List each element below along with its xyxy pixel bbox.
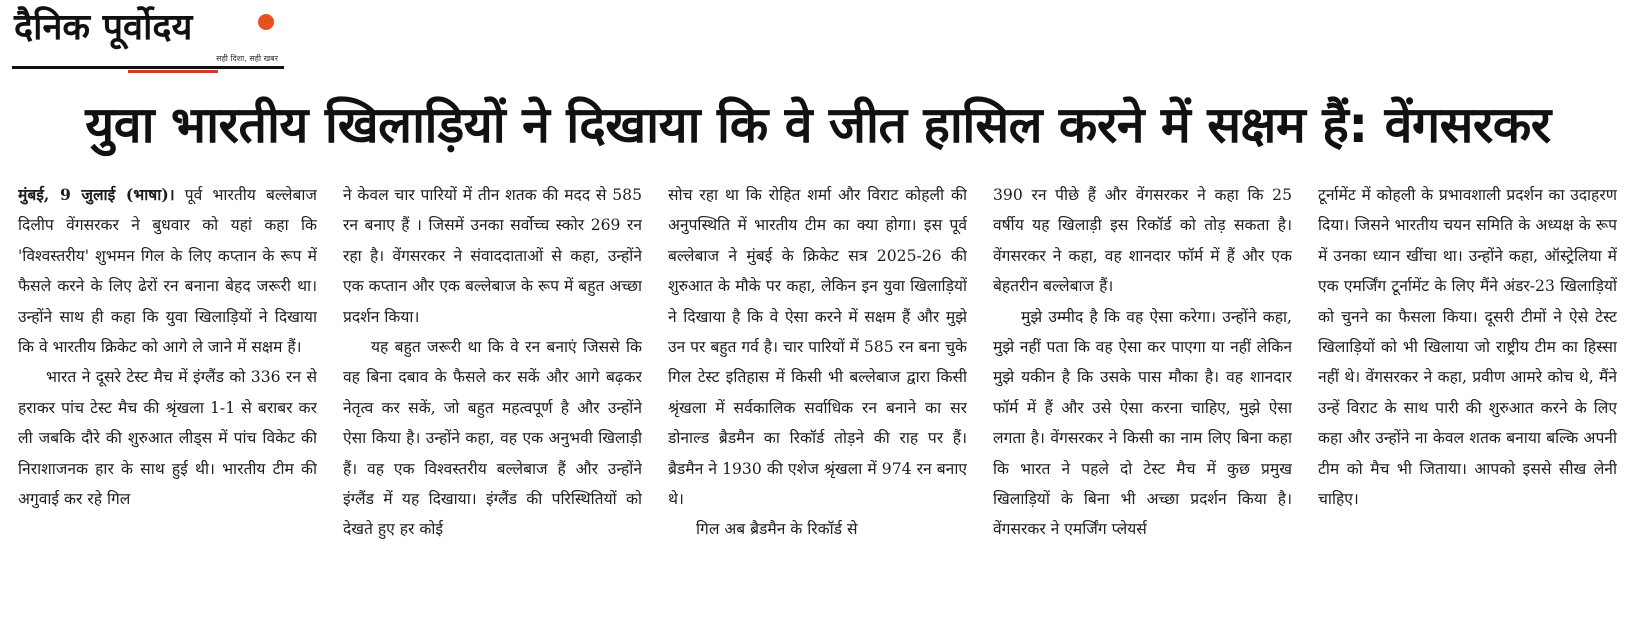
masthead — [12, 4, 284, 74]
article-column-1 — [18, 180, 317, 636]
masthead-tagline: सही दिशा, सही खबर — [216, 54, 278, 63]
article-paragraph: गिल अब ब्रैडमैन के रिकॉर्ड से — [696, 520, 858, 539]
dateline: मुंबई, 9 जुलाई (भाषा)। — [18, 185, 175, 204]
newspaper-logo: दैनिक पूर्वोदय — [14, 7, 193, 48]
article-paragraph — [18, 180, 317, 362]
masthead-rule — [12, 66, 284, 69]
article-body — [18, 180, 1617, 636]
masthead-accent-strip — [128, 70, 218, 73]
article-column-5 — [1318, 180, 1617, 636]
article-column-2 — [343, 180, 642, 636]
logo-sun-icon — [258, 14, 274, 30]
paragraph-text: पूर्व भारतीय बल्लेबाज दिलीप वेंगसरकर ने बुधवार को यहां कहा कि 'विश्वस्तरीय' शुभमन गिल के लिए कप्तान के रूप में फैसले करने के लिए ढेरों रन बनाना बेहद जरूरी था। उन्होंने साथ ही कहा कि युवा खिलाड़ियों ने दिखाया कि वे भारतीय क्रिकेट को आगे ले जाने में सक्षम हैं। — [18, 186, 317, 357]
article-paragraph: सोच रहा था कि रोहित शर्मा और विराट कोहली की अनुपस्थिति में भारतीय टीम का क्या होगा। इस पूर्व बल्लेबाज ने मुंबई के क्रिकेट सत्र 2025-26 की शुरुआत के मौके पर कहा, लेकिन इन युवा खिलाड़ियों ने दिखाया है कि वे ऐसा करने में सक्षम हैं और मुझे उन पर बहुत गर्व है। चार पारियों में 585 रन बना चुके गिल टेस्ट इतिहास में किसी भी बल्लेबाज द्वारा किसी श्रृंखला में सर्वकालिक सर्वाधिक रन बनाने का सर डोनाल्ड ब्रैडमैन का रिकॉर्ड तोड़ने की राह पर हैं। ब्रैडमैन ने 1930 की एशेज श्रृंखला में 974 रन बनाए थे। — [668, 186, 967, 509]
article-column-4 — [993, 180, 1292, 636]
article-paragraph: भारत ने दूसरे टेस्ट मैच में इंग्लैंड को 336 रन से हराकर पांच टेस्ट मैच की श्रृंखला 1-1 से बराबर कर ली जबकि दौरे की शुरुआत लीड्स में पांच विकेट की निराशाजनक हार के साथ हुई थी। भारतीय टीम की अगुवाई कर रहे गिल — [18, 368, 317, 509]
article-headline: युवा भारतीय खिलाड़ियों ने दिखाया कि वे जीत हासिल करने में सक्षम हैं: वेंगसरकर — [85, 96, 1551, 154]
article-paragraph: 390 रन पीछे हैं और वेंगसरकर ने कहा कि 25 वर्षीय यह खिलाड़ी इस रिकॉर्ड को तोड़ सकता है। वेंगसरकर ने कहा, वह शानदार फॉर्म में हैं और एक बेहतरीन बल्लेबाज हैं। — [993, 186, 1292, 296]
article-paragraph: मुझे उम्मीद है कि वह ऐसा करेगा। उन्होंने कहा, मुझे नहीं पता कि वह ऐसा कर पाएगा या नहीं लेकिन मुझे यकीन है कि उसके पास मौका है। वह शानदार फॉर्म में हैं और उसे ऐसा करना चाहिए, मुझे ऐसा लगता है। वेंगसरकर ने किसी का नाम लिए बिना कहा कि भारत ने पहले दो टेस्ट मैच में कुछ प्रमुख खिलाड़ियों के बिना भी अच्छा प्रदर्शन किया है। वेंगसरकर ने एमर्जिंग प्लेयर्स — [993, 307, 1292, 539]
article-paragraph: ने केवल चार पारियों में तीन शतक की मदद से 585 रन बनाए हैं । जिसमें उनका सर्वोच्च स्कोर 269 रन रहा है। वेंगसरकर ने संवाददाताओं से कहा, उन्होंने एक कप्तान और एक बल्लेबाज के रूप में बहुत अच्छा प्रदर्शन किया। — [343, 186, 642, 326]
article-paragraph: यह बहुत जरूरी था कि वे रन बनाएं जिससे कि वह बिना दबाव के फैसले कर सकें और आगे बढ़कर नेतृत्व कर सकें, जो बहुत महत्वपूर्ण है और उन्होंने ऐसा किया है। उन्होंने कहा, वह एक अनुभवी खिलाड़ी हैं। वह एक विश्वस्तरीय बल्लेबाज हैं और उन्होंने इंग्लैंड में यह दिखाया। इंग्लैंड की परिस्थितियों को देखते हुए हर कोई — [343, 338, 642, 539]
article-column-3 — [668, 180, 967, 636]
article-paragraph: टूर्नामेंट में कोहली के प्रभावशाली प्रदर्शन का उदाहरण दिया। जिसने भारतीय चयन समिति के अध्यक्ष के रूप में उनका ध्यान खींचा था। उन्होंने कहा, ऑस्ट्रेलिया में एक एमर्जिंग टूर्नामेंट के लिए मैंने अंडर-23 खिलाड़ियों को चुनने का फैसला किया। दूसरी टीमों ने ऐसे टेस्ट खिलाड़ियों को भी खिलाया जो राष्ट्रीय टीम का हिस्सा नहीं थे। वेंगसरकर ने कहा, प्रवीण आमरे कोच थे, मैंने उन्हें विराट के साथ पारी की शुरुआत करने के लिए कहा और उन्होंने ना केवल शतक बनाया बल्कि अपनी टीम को मैच भी जिताया। आपको इससे सीख लेनी चाहिए। — [1318, 186, 1617, 509]
